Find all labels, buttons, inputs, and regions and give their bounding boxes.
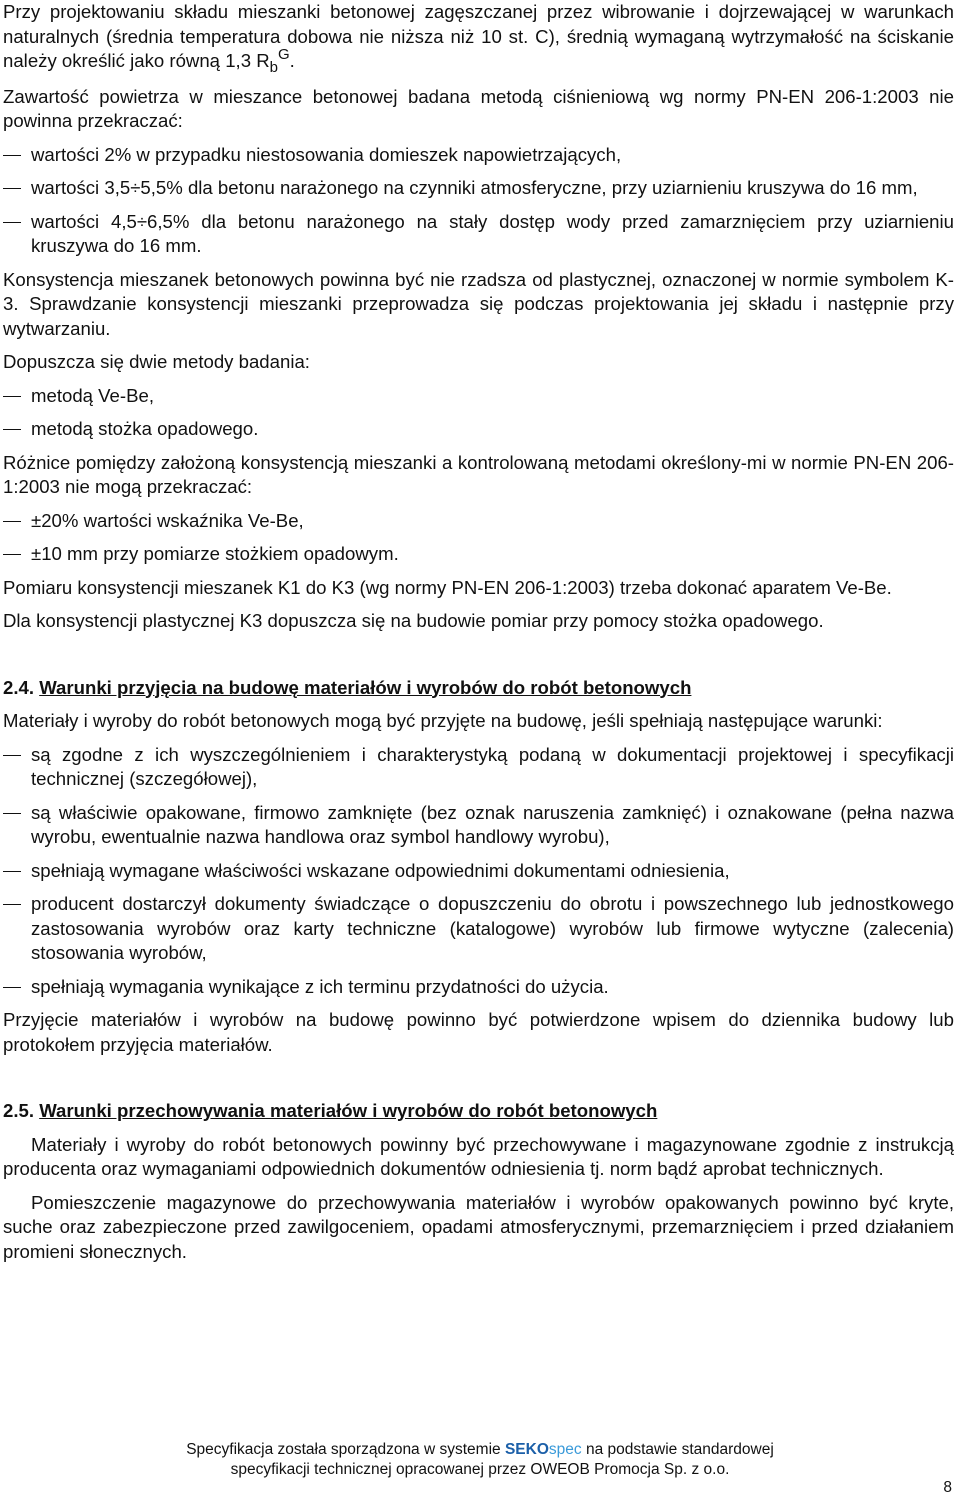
paragraph-k3: Dla konsystencji plastycznej K3 dopuszcza się na budowie pomiar przy pomocy stożka opadowego. bbox=[3, 610, 824, 631]
section-heading-2-5 bbox=[3, 1099, 954, 1124]
list-item: ±20% wartości wskaźnika Ve-Be, bbox=[3, 509, 954, 534]
footer-line-1 bbox=[0, 1440, 960, 1460]
air-content-list bbox=[3, 143, 954, 259]
section-number: 2.4. bbox=[3, 676, 35, 698]
footer-text: na podstawie standardowej bbox=[585, 1441, 774, 1458]
paragraph-strength bbox=[3, 0, 954, 76]
list-item: są zgodne z ich wyszczególnieniem i charakterystyką podaną w dokumentacji projektowej i specyfikacji technicznej (szczegółowej), bbox=[3, 743, 954, 792]
tolerance-list bbox=[3, 509, 954, 567]
section-title: Warunki przyjęcia na budowę materiałów i wyrobów do robót betonowych bbox=[39, 676, 692, 698]
paragraph-strength-text: Przy projektowaniu składu mieszanki betonowej zagęszczanej przez wibrowanie i dojrzewającej w warunkach naturalnych (średnia temperatura dobowa nie niższa niż 10 st. C), średnią wymaganą wytrzymałość na ściskanie należy określić jako równą 1,3 R bbox=[3, 1, 954, 71]
section-number: 2.5. bbox=[3, 1100, 35, 1121]
section-2-5-paragraph-2: Pomieszczenie magazynowe do przechowywania materiałów i wyrobów opakowanych powinno być kryte, suche oraz zabezpieczone przed zawilgoceniem, opadami atmosferycznymi, przemarznięciem i przed działaniem promieni słonecznych. bbox=[3, 1191, 954, 1262]
paragraph-air-content: Zawartość powietrza w mieszance betonowej badana metodą ciśnieniową wg normy PN-EN 206-1:2003 nie powinna przekraczać: bbox=[3, 85, 954, 131]
list-item: są właściwie opakowane, firmowo zamknięte (bez oznak naruszenia zamknięć) i oznakowane (pełna nazwa wyrobu, ewentualnie nazwa handlowa oraz symbol handlowy wyrobu), bbox=[3, 801, 954, 850]
methods-list bbox=[3, 384, 954, 442]
footer-line-2: specyfikacji technicznej opracowanej przez OWEOB Promocja Sp. z o.o. bbox=[230, 1461, 730, 1478]
paragraph-consistency: Konsystencja mieszanek betonowych powinna być nie rzadsza od plastycznej, oznaczonej w normie symbolem K-3. Sprawdzanie konsystencji mieszanki przeprowadza się podczas projektowania jej składu i następnie przy wytwarzaniu. bbox=[3, 268, 954, 339]
paragraph-differences: Różnice pomiędzy założoną konsystencją mieszanki a kontrolowaną metodami określony-mi w normie PN-EN 206-1:2003 nie mogą przekraczać: bbox=[3, 451, 954, 497]
paragraph-methods: Dopuszcza się dwie metody badania: bbox=[3, 351, 310, 372]
subscript-b: b bbox=[269, 59, 278, 76]
page-number: 8 bbox=[943, 1479, 952, 1496]
paragraph-strength-end: . bbox=[289, 50, 295, 71]
list-item: spełniają wymagane właściwości wskazane odpowiednimi dokumentami odniesienia, bbox=[3, 859, 954, 884]
acceptance-conditions-list bbox=[3, 743, 954, 1000]
list-item: wartości 3,5÷5,5% dla betonu narażonego na czynniki atmosferyczne, przy uziarnieniu kruszywa do 16 mm, bbox=[3, 176, 954, 201]
list-item: wartości 2% w przypadku niestosowania domieszek napowietrzających, bbox=[3, 143, 954, 168]
page-footer bbox=[0, 1440, 960, 1480]
section-2-5-paragraph-1: Materiały i wyroby do robót betonowych powinny być przechowywane i magazynowane zgodnie z instrukcją producenta oraz wymaganiami odpowiednich dokumentów odniesienia tj. norm bądź aprobat technicznych. bbox=[3, 1133, 954, 1179]
footer-text: Specyfikacja została sporządzona w systemie bbox=[186, 1441, 501, 1458]
list-item: ±10 mm przy pomiarze stożkiem opadowym. bbox=[3, 542, 954, 567]
superscript-g: G bbox=[277, 46, 290, 63]
section-title: Warunki przechowywania materiałów i wyrobów do robót betonowych bbox=[39, 1100, 658, 1121]
list-item: producent dostarczył dokumenty świadczące o dopuszczeniu do obrotu i powszechnego lub jednostkowego zastosowania wyrobów oraz karty techniczne (katalogowe) wyrobów lub firmowe wytyczne (zalecenia) stosowania wyrobów, bbox=[3, 892, 954, 966]
document-body bbox=[3, 0, 954, 1264]
list-item: metodą stożka opadowego. bbox=[3, 417, 954, 442]
list-item: metodą Ve-Be, bbox=[3, 384, 954, 409]
list-item: wartości 4,5÷6,5% dla betonu narażonego na stały dostęp wody przed zamarznięciem przy uziarnieniu kruszywa do 16 mm. bbox=[3, 210, 954, 259]
paragraph-measurement: Pomiaru konsystencji mieszanek K1 do K3 (wg normy PN-EN 206-1:2003) trzeba dokonać aparatem Ve-Be. bbox=[3, 576, 892, 598]
section-2-4-intro: Materiały i wyroby do robót betonowych mogą być przyjęte na budowę, jeśli spełniają następujące warunki: bbox=[3, 710, 883, 731]
list-item: spełniają wymagania wynikające z ich terminu przydatności do użycia. bbox=[3, 975, 954, 1000]
section-2-4-outro: Przyjęcie materiałów i wyrobów na budowę powinno być potwierdzone wpisem do dziennika budowy lub protokołem przyjęcia materiałów. bbox=[3, 1009, 954, 1055]
sekospec-logo: SEKOspec bbox=[504, 1441, 582, 1458]
section-heading-2-4 bbox=[3, 676, 954, 701]
